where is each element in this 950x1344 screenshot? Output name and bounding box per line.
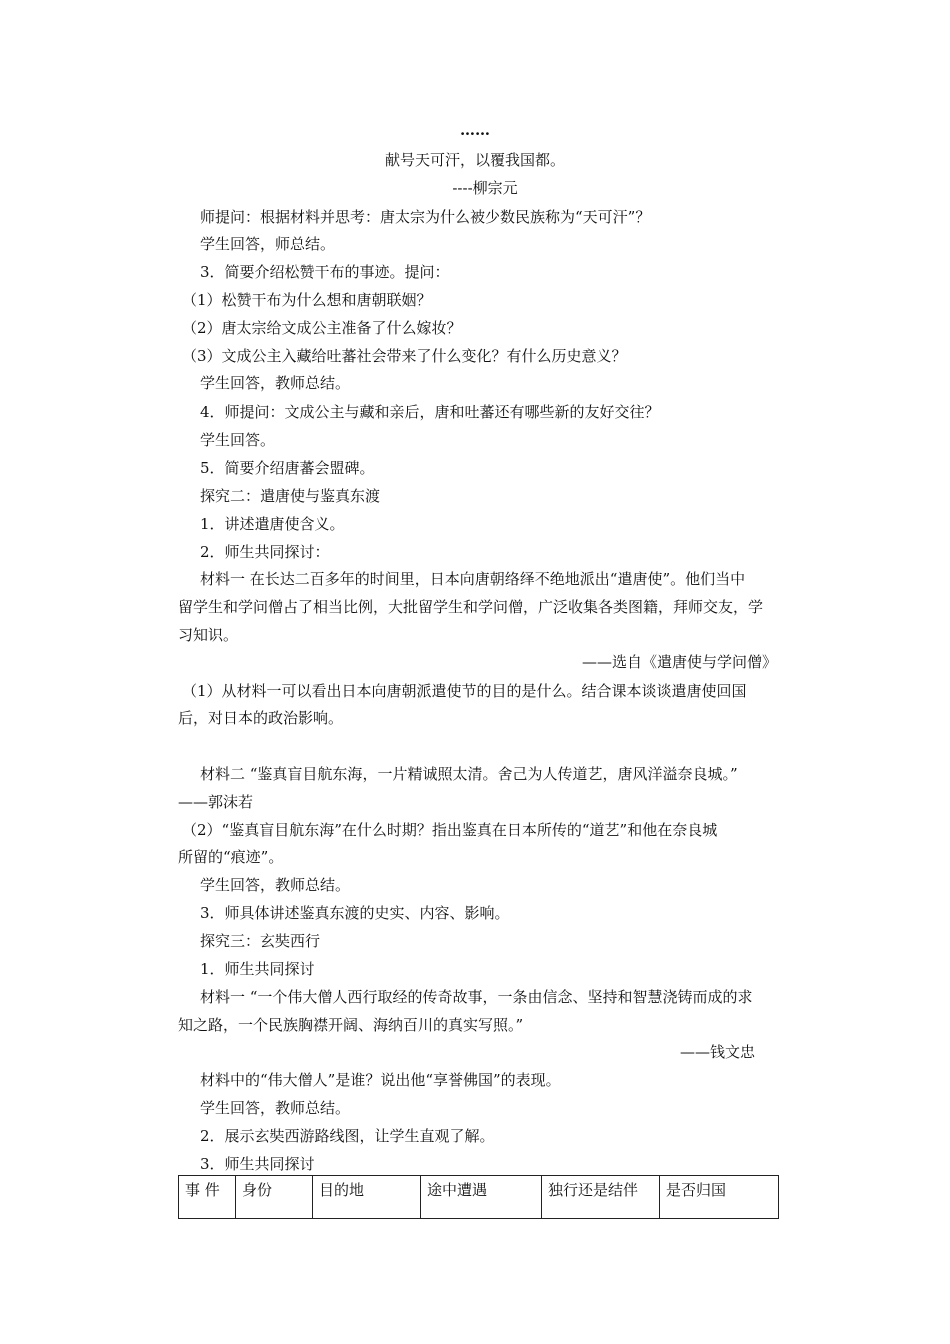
student-answer: 学生回答，教师总结。	[200, 1099, 351, 1117]
poem-author: ----柳宗元	[452, 179, 518, 197]
table-header-cell: 目的地	[313, 1176, 421, 1219]
table-header-cell: 是否归国	[660, 1176, 779, 1219]
step-4: 4．师提问：文成公主与藏和亲后，唐和吐蕃还有哪些新的友好交往？	[200, 403, 660, 421]
material-3-line-2: 知之路，一个民族胸襟开阔、海纳百川的真实写照。”	[178, 1016, 524, 1034]
poem-line: 献号天可汗，以覆我国都。	[384, 151, 565, 169]
material-2-line: 材料二 “鉴真盲目航东海，一片精诚照太清。舍己为人传道艺，唐风洋溢奈良城。”	[200, 765, 738, 783]
explore2-step-2: 2．师生共同探讨：	[200, 543, 330, 561]
explore2-step-3: 3．师具体讲述鉴真东渡的史实、内容、影响。	[200, 904, 510, 922]
question-2: （2）唐太宗给文成公主准备了什么嫁妆？	[182, 319, 462, 337]
material-1-line-3: 习知识。	[178, 626, 239, 644]
material-3-question: 材料中的“伟大僧人”是谁？说出他“享誉佛国”的表现。	[200, 1071, 561, 1089]
explore3-step-3: 3．师生共同探讨	[200, 1155, 315, 1173]
material-1-line-1: 材料一 在长达二百多年的时间里，日本向唐朝络绎不绝地派出“遣唐使”。他们当中	[200, 570, 746, 588]
material-2-question-line-1: （2）“鉴真盲目航东海”在什么时期？指出鉴真在日本所传的“道艺”和他在奈良城	[182, 821, 718, 839]
student-answer: 学生回答，教师总结。	[200, 876, 351, 894]
student-answer: 学生回答，教师总结。	[200, 374, 351, 392]
teacher-question: 师提问：根据材料并思考：唐太宗为什么被少数民族称为“天可汗”？	[200, 208, 651, 226]
material-2-question-line-2: 所留的“痕迹”。	[178, 848, 284, 866]
material-1-question-line-2: 后，对日本的政治影响。	[178, 709, 344, 727]
discussion-table	[178, 1175, 779, 1219]
material-1-line-2: 留学生和学问僧占了相当比例，大批留学生和学问僧，广泛收集各类图籍，拜师交友，学	[178, 598, 764, 616]
question-1: （1）松赞干布为什么想和唐朝联姻？	[182, 291, 432, 309]
material-1-question-line-1: （1）从材料一可以看出日本向唐朝派遣使节的目的是什么。结合课本谈谈遣唐使回国	[182, 682, 747, 700]
material-3-line-1: 材料一 “一个伟大僧人西行取经的传奇故事，一条由信念、坚持和智慧浇铸而成的求	[200, 988, 753, 1006]
step-3: 3．简要介绍松赞干布的事迹。提问：	[200, 263, 450, 281]
table-header-cell: 途中遭遇	[421, 1176, 542, 1219]
ellipsis: ……	[460, 121, 490, 139]
section-heading-explore-3: 探究三：玄奘西行	[200, 932, 321, 950]
section-heading-explore-2: 探究二：遣唐使与鉴真东渡	[200, 487, 381, 505]
material-3-source: ——钱文忠	[680, 1043, 756, 1061]
table-header-cell: 身份	[236, 1176, 313, 1219]
student-answer: 学生回答。	[200, 431, 276, 449]
table-header-cell: 事 件	[179, 1176, 236, 1219]
question-3: （3）文成公主入藏给吐蕃社会带来了什么变化？有什么历史意义？	[182, 347, 627, 365]
explore3-step-1: 1．师生共同探讨	[200, 960, 315, 978]
material-2-source: ——郭沫若	[178, 793, 254, 811]
table-header-cell: 独行还是结伴	[542, 1176, 660, 1219]
student-answer: 学生回答，师总结。	[200, 235, 336, 253]
table-header-row	[179, 1176, 779, 1219]
explore3-step-2: 2．展示玄奘西游路线图，让学生直观了解。	[200, 1127, 495, 1145]
explore2-step-1: 1．讲述遣唐使含义。	[200, 515, 345, 533]
step-5: 5．简要介绍唐蕃会盟碑。	[200, 459, 375, 477]
material-1-source: ——选自《遣唐使与学问僧》	[582, 653, 778, 671]
